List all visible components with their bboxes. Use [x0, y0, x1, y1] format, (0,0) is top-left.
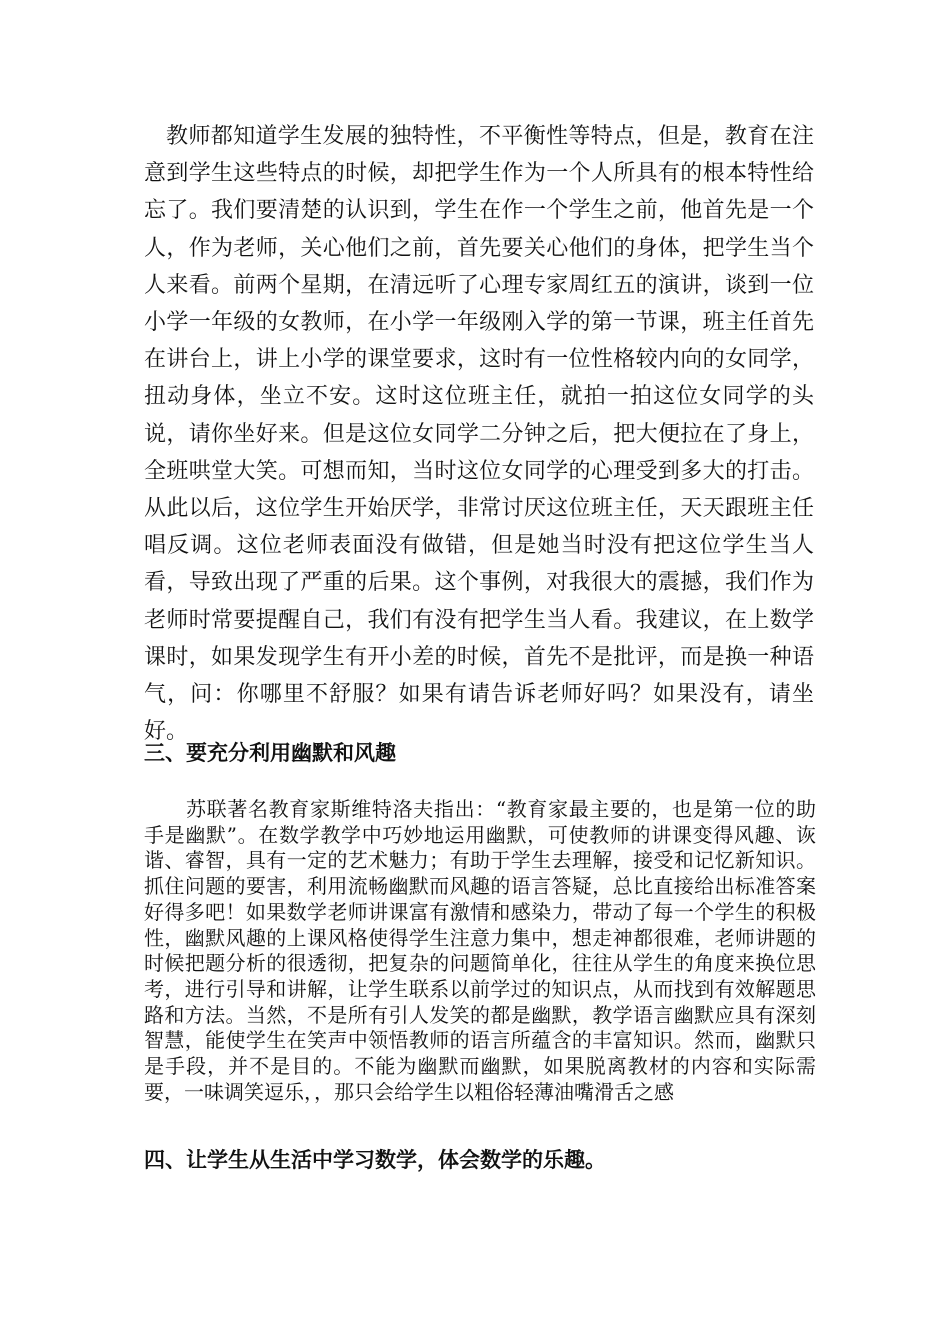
- body-paragraph-2: 苏联著名教育家斯维特洛夫指出：“教育家最主要的，也是第一位的助手是幽默”。在数学教学中巧妙地运用幽默，可使教师的讲课变得风趣、诙谐、睿智，具有一定的艺术魅力；有助于学生去理解，接受和记忆新知识。抓住问题的要害，利用流畅幽默而风趣的语言答疑，总比直接给出标准答案好得多吧！如果数学老师讲课富有激情和感染力，带动了每一个学生的积极性，幽默风趣的上课风格使得学生注意力集中，想走神都很难，老师讲题的时候把题分析的很透彻，把复杂的问题简单化，往往从学生的角度来换位思考，进行引导和讲解，让学生联系以前学过的知识点，从而找到有效解题思路和方法。当然，不是所有引人发笑的都是幽默，教学语言幽默应具有深刻智慧，能使学生在笑声中领悟教师的语言所蕴含的丰富知识。然而，幽默只是手段，并不是目的。不能为幽默而幽默，如果脱离教材的内容和实际需要，一味调笑逗乐，，那只会给学生以粗俗轻薄油嘴滑舌之感: [144, 797, 816, 1104]
- section-heading-4: 四、让学生从生活中学习数学，体会数学的乐趣。: [144, 1147, 606, 1172]
- body-paragraph-1: 教师都知道学生发展的独特性，不平衡性等特点，但是，教育在注意到学生这些特点的时候，却把学生作为一个人所具有的根本特性给忘了。我们要清楚的认识到，学生在作一个学生之前，他首先是一个人，作为老师，关心他们之前，首先要关心他们的身体，把学生当个人来看。前两个星期，在清远听了心理专家周红五的演讲，谈到一位小学一年级的女教师，在小学一年级刚入学的第一节课，班主任首先在讲台上，讲上小学的课堂要求，这时有一位性格较内向的女同学，扭动身体，坐立不安。这时这位班主任，就拍一拍这位女同学的头说，请你坐好来。但是这位女同学二分钟之后，把大便拉在了身上，全班哄堂大笑。可想而知，当时这位女同学的心理受到多大的打击。从此以后，这位学生开始厌学，非常讨厌这位班主任，天天跟班主任唱反调。这位老师表面没有做错，但是她当时没有把这位学生当人看，导致出现了严重的后果。这个事例，对我很大的震撼，我们作为老师时常要提醒自己，我们有没有把学生当人看。我建议，在上数学课时，如果发现学生有开小差的时候，首先不是批评，而是换一种语气，问：你哪里不舒服？如果有请告诉老师好吗？如果没有，请坐好。: [144, 124, 814, 745]
- section-heading-3: 三、要充分利用幽默和风趣: [144, 740, 396, 765]
